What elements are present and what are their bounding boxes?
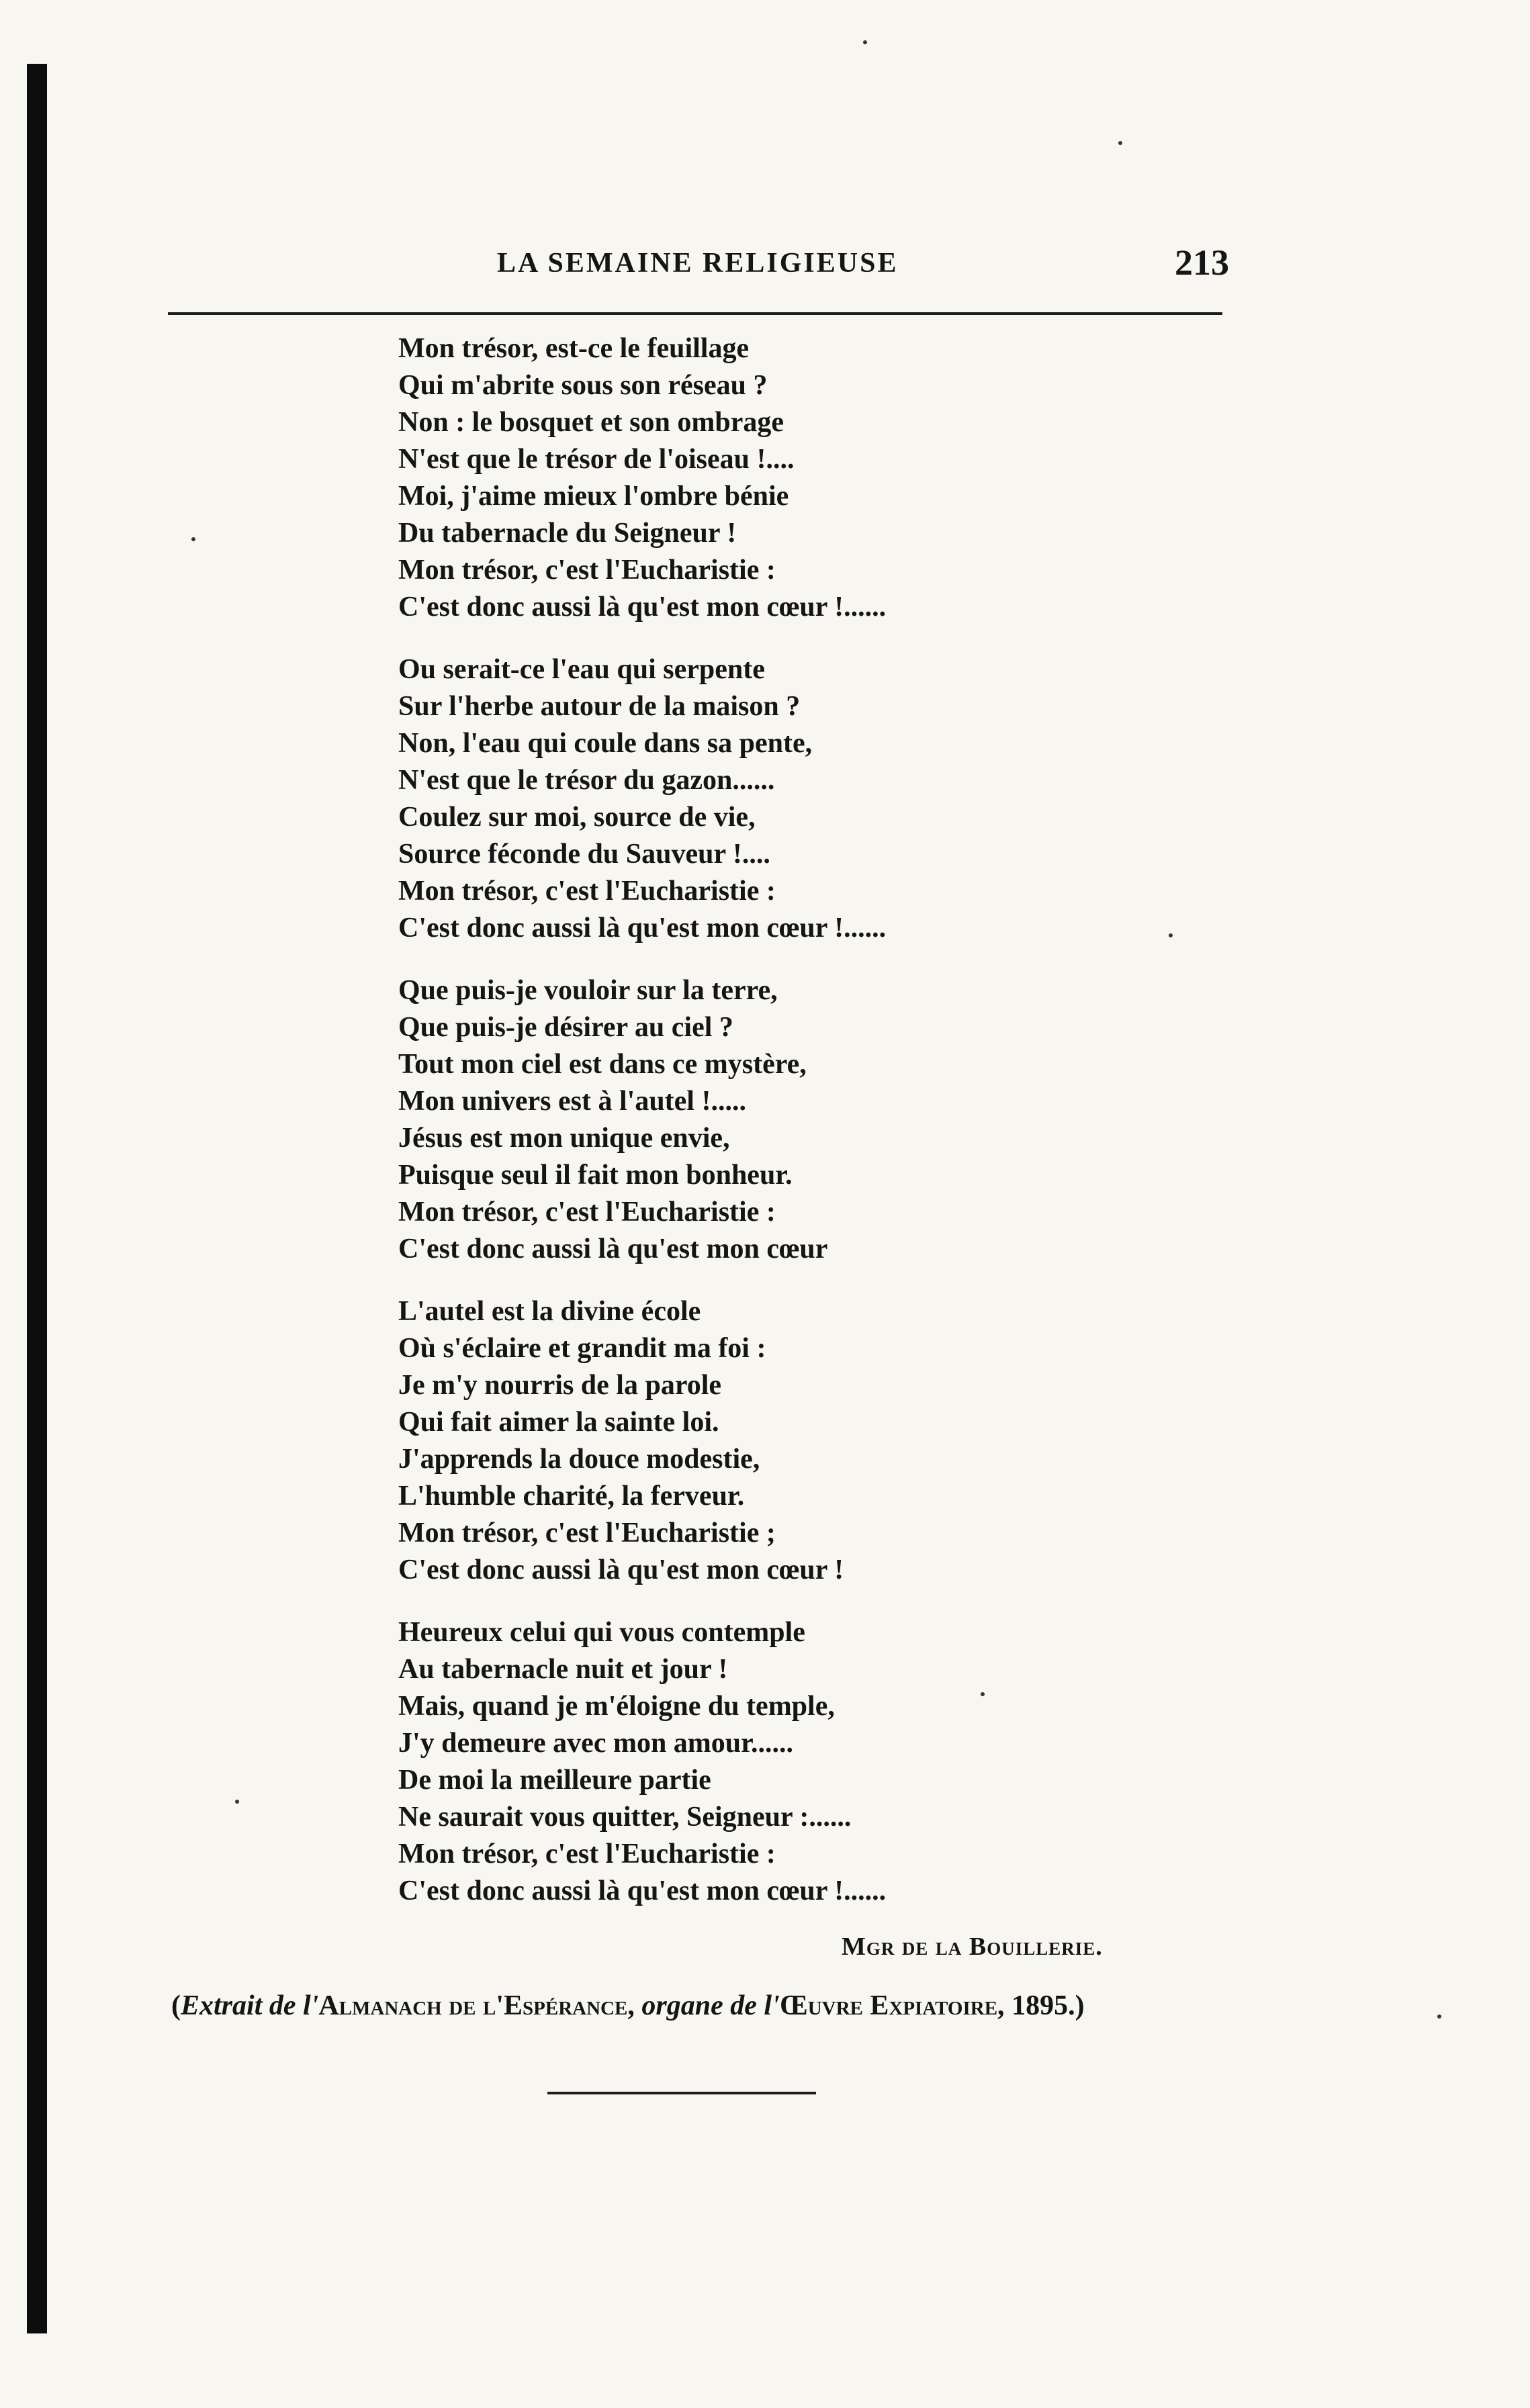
poem-line: C'est donc aussi là qu'est mon cœur !...... xyxy=(398,1876,887,1906)
book-spine-shadow xyxy=(27,64,47,2333)
poem-line: Qui m'abrite sous son réseau ? xyxy=(398,370,768,401)
stanza xyxy=(398,1614,1204,1910)
author-signature: Mgr de la Bouillerie. xyxy=(842,1933,1103,1961)
page-number: 213 xyxy=(1175,242,1229,283)
poem xyxy=(398,330,1204,1935)
source-prefix: Extrait de l' xyxy=(181,1990,319,2021)
print-speck xyxy=(1437,2015,1441,2019)
stanza xyxy=(398,972,1204,1268)
poem-line: Puisque seul il fait mon bonheur. xyxy=(398,1160,793,1191)
poem-line: Source féconde du Sauveur !.... xyxy=(398,839,770,870)
poem-line: C'est donc aussi là qu'est mon cœur !...... xyxy=(398,913,887,943)
poem-line: Ou serait-ce l'eau qui serpente xyxy=(398,654,765,685)
poem-line: Heureux celui qui vous contemple xyxy=(398,1617,805,1648)
poem-line: Mon trésor, est-ce le feuillage xyxy=(398,333,750,364)
organe-text: organe de l' xyxy=(634,1990,780,2021)
poem-line: Jésus est mon unique envie, xyxy=(398,1123,730,1154)
poem-line: J'apprends la douce modestie, xyxy=(398,1444,760,1475)
print-speck xyxy=(981,1692,985,1696)
poem-line: Que puis-je désirer au ciel ? xyxy=(398,1012,733,1043)
oeuvre-title: Œuvre Expiatoire, xyxy=(779,1990,1005,2021)
poem-line: L'humble charité, la ferveur. xyxy=(398,1481,745,1512)
poem-line: Tout mon ciel est dans ce mystère, xyxy=(398,1049,807,1080)
print-speck xyxy=(235,1800,239,1804)
running-title: LA SEMAINE RELIGIEUSE xyxy=(497,248,899,279)
poem-line: C'est donc aussi là qu'est mon cœur ! xyxy=(398,1555,844,1585)
poem-line: Mon univers est à l'autel !..... xyxy=(398,1086,746,1117)
stanza xyxy=(398,330,1204,626)
poem-line: Non, l'eau qui coule dans sa pente, xyxy=(398,728,813,759)
print-speck xyxy=(1118,141,1122,145)
poem-line: Je m'y nourris de la parole xyxy=(398,1370,722,1401)
poem-line: J'y demeure avec mon amour...... xyxy=(398,1728,793,1759)
print-speck xyxy=(863,40,867,44)
poem-line: Qui fait aimer la sainte loi. xyxy=(398,1407,719,1438)
poem-line: Ne saurait vous quitter, Seigneur :...... xyxy=(398,1802,852,1833)
poem-line: C'est donc aussi là qu'est mon cœur !...... xyxy=(398,592,887,622)
stanza xyxy=(398,1293,1204,1589)
poem-line: Coulez sur moi, source de vie, xyxy=(398,802,756,833)
poem-line: Mais, quand je m'éloigne du temple, xyxy=(398,1691,835,1722)
poem-line: Au tabernacle nuit et jour ! xyxy=(398,1654,728,1685)
poem-line: L'autel est la divine école xyxy=(398,1296,701,1327)
poem-line: Mon trésor, c'est l'Eucharistie : xyxy=(398,1839,776,1869)
stanza xyxy=(398,651,1204,947)
source-note xyxy=(171,1990,1085,2022)
print-speck xyxy=(191,537,195,541)
source-open-paren: ( xyxy=(171,1990,181,2021)
almanach-title: Almanach de l'Espérance, xyxy=(318,1990,635,2021)
print-speck xyxy=(1169,933,1173,937)
poem-line: N'est que le trésor du gazon...... xyxy=(398,765,775,796)
poem-line: Du tabernacle du Seigneur ! xyxy=(398,518,737,549)
poem-line: N'est que le trésor de l'oiseau !.... xyxy=(398,444,795,475)
poem-line: Mon trésor, c'est l'Eucharistie : xyxy=(398,555,776,586)
poem-line: Moi, j'aime mieux l'ombre bénie xyxy=(398,481,789,512)
header-rule xyxy=(168,312,1222,315)
end-rule xyxy=(547,2092,816,2094)
poem-line: C'est donc aussi là qu'est mon cœur xyxy=(398,1234,828,1264)
poem-line: Où s'éclaire et grandit ma foi : xyxy=(398,1333,766,1364)
poem-line: Mon trésor, c'est l'Eucharistie : xyxy=(398,876,776,907)
poem-line: Non : le bosquet et son ombrage xyxy=(398,407,784,438)
poem-line: De moi la meilleure partie xyxy=(398,1765,711,1796)
source-year: 1895. xyxy=(1004,1990,1075,2021)
source-close-paren: ) xyxy=(1075,1990,1085,2021)
poem-line: Sur l'herbe autour de la maison ? xyxy=(398,691,801,722)
poem-line: Mon trésor, c'est l'Eucharistie : xyxy=(398,1197,776,1228)
page-header xyxy=(168,242,1236,295)
poem-line: Que puis-je vouloir sur la terre, xyxy=(398,975,778,1006)
poem-line: Mon trésor, c'est l'Eucharistie ; xyxy=(398,1518,776,1548)
